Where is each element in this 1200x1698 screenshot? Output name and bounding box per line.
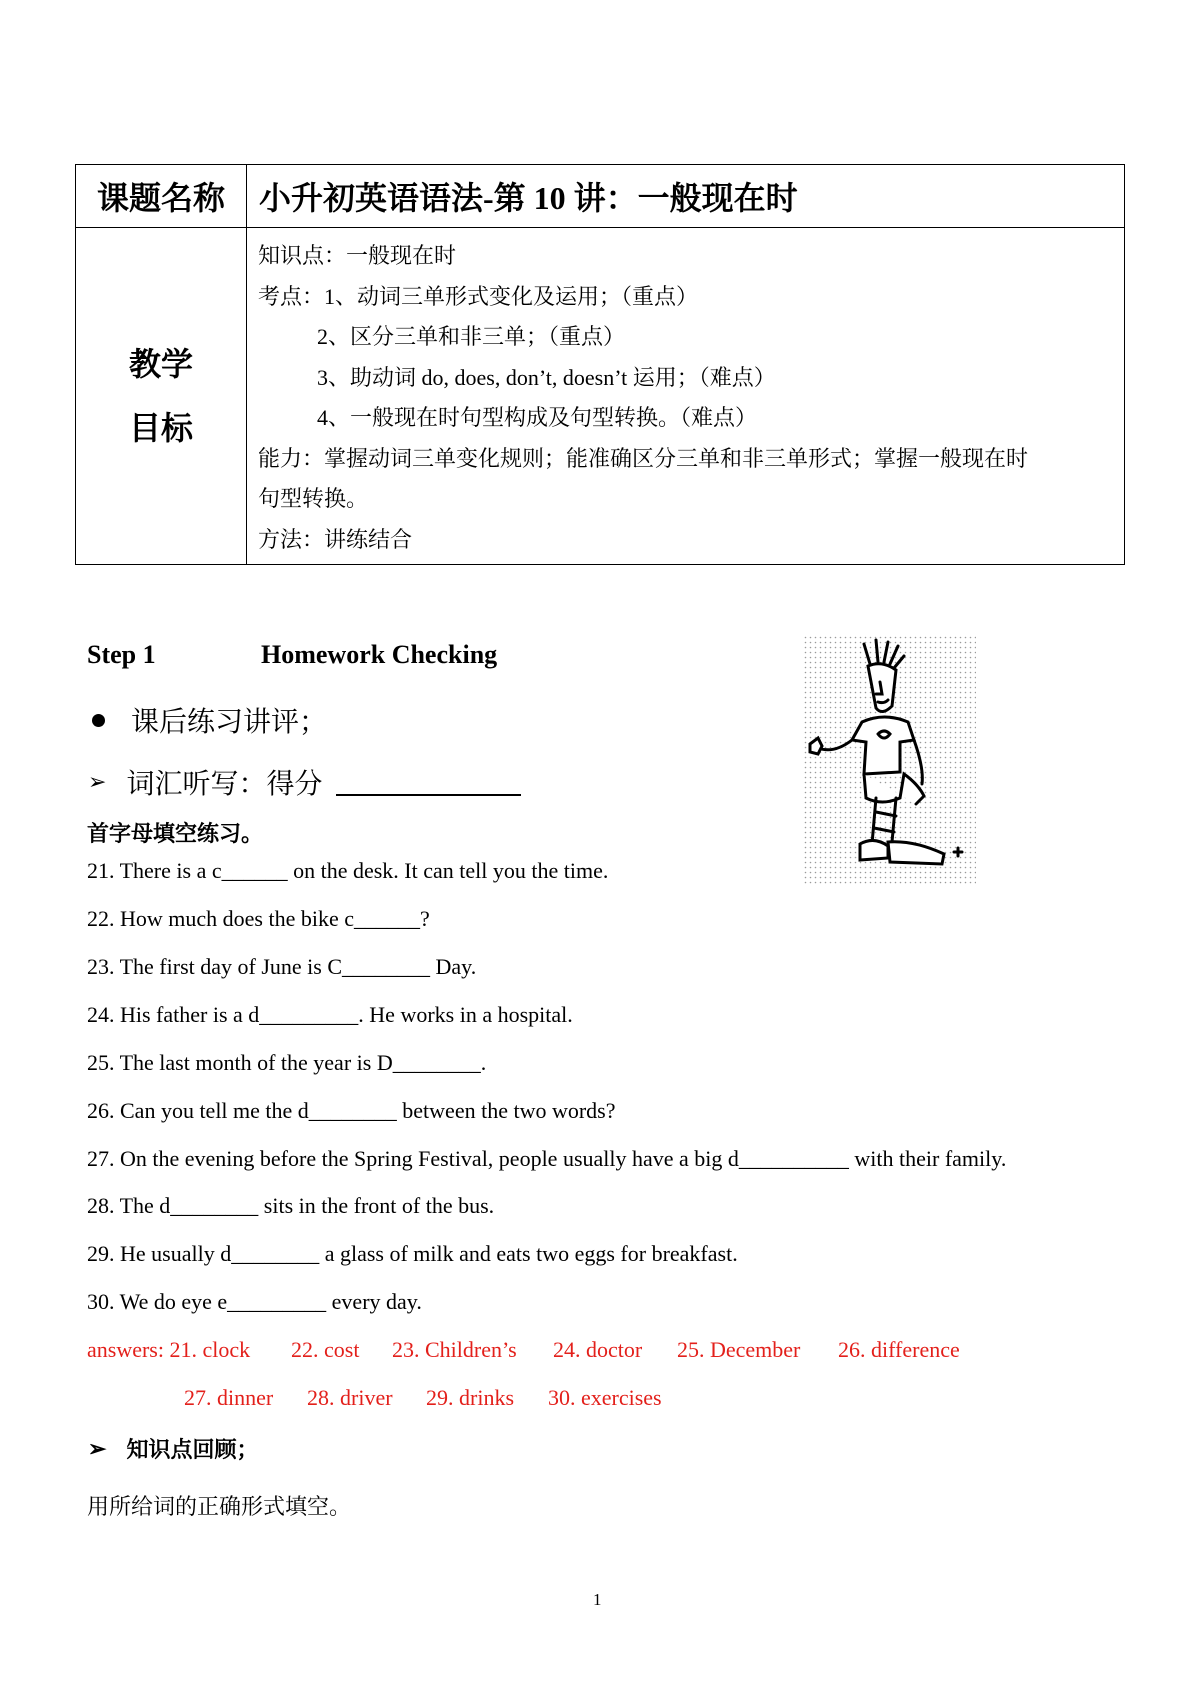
answer-22: 22. cost — [291, 1337, 360, 1362]
bullet-item — [90, 700, 327, 740]
question-27: 27. On the evening before the Spring Festival, people usually have a big d__________ with their family. — [87, 1146, 1007, 1171]
objective-line: 4、一般现在时句型构成及句型转换。（难点） — [317, 405, 758, 430]
lesson-info-table — [75, 164, 1125, 565]
objective-line: 3、助动词 do, does, don’t, doesn’t 运用；（难点） — [317, 364, 776, 390]
review-item — [88, 1433, 258, 1464]
topic-label: 课题名称 — [76, 165, 247, 228]
answer-23: 23. Children’s — [392, 1337, 517, 1362]
exercise-subheading: 首字母填空练习。 — [87, 822, 264, 847]
score-blank — [336, 768, 521, 796]
answer-30: 30. exercises — [548, 1385, 662, 1410]
question-22: 22. How much does the bike c______? — [87, 906, 430, 931]
answer-27: 27. dinner — [184, 1385, 274, 1410]
step-title: Homework Checking — [261, 640, 498, 669]
arrow-bullet-icon: ➢ — [88, 1435, 107, 1461]
objective-line: 知识点：一般现在时 — [258, 243, 457, 268]
answer-29: 29. drinks — [426, 1385, 514, 1410]
question-23: 23. The first day of June is C________ Day. — [87, 954, 477, 979]
question-21: 21. There is a c______ on the desk. It can tell you the time. — [87, 858, 609, 883]
question-28: 28. The d________ sits in the front of the bus. — [87, 1193, 495, 1218]
dictation-item — [88, 762, 521, 802]
question-26: 26. Can you tell me the d________ between the two words? — [87, 1098, 616, 1123]
dictation-text: 词汇听写：得分 — [126, 769, 323, 800]
objectives-content — [247, 228, 1125, 565]
question-29: 29. He usually d________ a glass of milk and eats two eggs for breakfast. — [87, 1241, 738, 1266]
page-number: 1 — [593, 1590, 602, 1609]
answer-21: answers: 21. clock — [87, 1337, 251, 1362]
bullet-text: 课后练习讲评； — [131, 707, 328, 738]
objective-line: 句型转换。 — [258, 486, 369, 511]
objective-line: 能力：掌握动词三单变化规则；能准确区分三单和非三单形式；掌握一般现在时 — [258, 445, 1029, 471]
topic-title: 小升初英语语法-第 10 讲：一般现在时 — [247, 165, 1125, 228]
arrow-bullet-icon: ➢ — [88, 769, 107, 794]
answer-26: 26. difference — [838, 1337, 960, 1362]
cartoon-figure-image — [804, 636, 976, 886]
exercise-instruction: 用所给词的正确形式填空。 — [87, 1495, 352, 1520]
step-label: Step 1 — [87, 640, 156, 669]
answer-24: 24. doctor — [553, 1337, 643, 1362]
question-24: 24. His father is a d_________. He works in a hospital. — [87, 1002, 573, 1027]
answer-25: 25. December — [677, 1337, 801, 1362]
objectives-label — [76, 228, 247, 565]
objectives-label-line1: 教学 — [128, 346, 193, 382]
question-30: 30. We do eye e_________ every day. — [87, 1289, 422, 1314]
objectives-label-line2: 目标 — [128, 410, 193, 446]
answer-28: 28. driver — [307, 1385, 393, 1410]
objective-line: 2、区分三单和非三单；（重点） — [317, 324, 626, 349]
objective-line: 方法：讲练结合 — [258, 526, 413, 552]
objective-line: 考点：1、动词三单形式变化及运用；（重点） — [258, 283, 699, 309]
bullet-dot-icon — [92, 714, 105, 727]
question-25: 25. The last month of the year is D________. — [87, 1050, 487, 1075]
review-text: 知识点回顾； — [126, 1437, 259, 1462]
